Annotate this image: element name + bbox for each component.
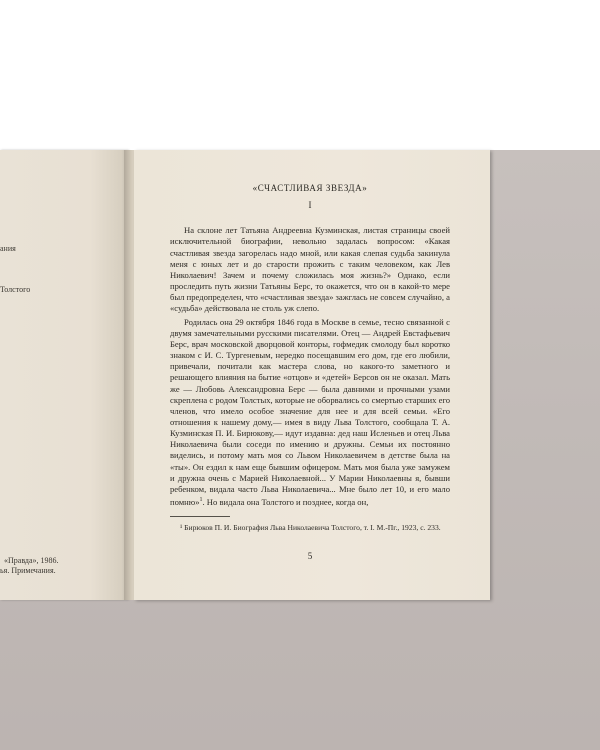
footnote-marker: 1 bbox=[199, 497, 203, 504]
footnote: ¹ Бирюков П. И. Биография Льва Николаевича Толстого, т. I. М.-Пг., 1923, с. 233. bbox=[180, 523, 441, 533]
paragraph: Родилась она 29 октября 1846 года в Москве в семье, тесно связанной с двумя замечательными русскими писателями. Отец — Андрей Евстафьевич Берс, врач московской дворцовой конторы, гофмедик смолоду был коротко знаком с И. С. Тургеневым, нередко посещавшим его дом, где его любили, привечали, почитали как мастера слова, но какого-то заметного и решающего влияния на бытие «отцов» и «детей» Берсов он не оказал. Мать же — Любовь Александровна Берс — была давними и прочными узами скреплена с родом Толстых, которые не оборвались со смертью старших его членов, что имело особое значение для нее и для всей семьи. «Его отношения к нашему дому,— имея в виду Льва Толстого, сообщала Т. А. Кузминская П. И. Бирюкову,— идут издавна: дед наш Исленьев и отец Льва Николаевича были соседи по имению и дружны. Семьи их постоянно виделись, и потому мать моя со Львом Николаевичем в детстве была на «ты». Он ездил к нам еще бывшим офицером. Мать моя была уже замужем и дружна очень с Марией Николаевной... У Марии Николаевны я, бывши ребенком, видала часто Льва Николаевича... Мне было лет 10, и его мало помню»$^1$. Но видала она Толстого и позднее, когда он, bbox=[170, 316, 450, 507]
left-page-fragment: ания bbox=[0, 244, 16, 253]
footnote-divider bbox=[170, 516, 230, 517]
page-number: 5 bbox=[307, 551, 313, 562]
page-text-block bbox=[170, 183, 450, 562]
chapter-number: I bbox=[308, 200, 312, 211]
paragraph: На склоне лет Татьяна Андреевна Кузминская, листая страницы своей исключительной биографии, невольно задалась вопросом: «Какая счастливая звезда загорелась надо мной, или какая слепая судьба закинула меня с юных лет и до старости прожить с таким человеком, как Лев Николаевич! Зачем и почему сложилась моя жизнь?» Однако, если проследить путь жизни Татьяны Берс, то окажется, что он в какой-то мере был предопределен, что «счастливая звезда» зажглась не совсем случайно, а «судьба» действовала не столь уж слепо. bbox=[170, 225, 450, 314]
left-page-fragment: Толстого bbox=[0, 285, 31, 294]
left-page bbox=[0, 150, 128, 600]
paragraph-text: Но видала она Толстого и позднее, когда он, bbox=[206, 496, 369, 507]
chapter-title: «СЧАСТЛИВАЯ ЗВЕЗДА» bbox=[252, 183, 368, 193]
paragraph-text: Родилась она 29 октября 1846 года в Москве в семье, тесно связанной с двумя замечательными русскими писателями. Отец — Андрей Евстафьевич Берс, врач московской дворцовой конторы, гофмедик смолоду был коротко знаком с И. С. Тургеневым, нередко посещавшим его дом, где его любили, привечали, почитали как мастера слова, но какого-то заметного и решающего влияния на бытие «отцов» и «детей» Берсов он не оказал. Мать же — Любовь Александровна Берс — была давними и прочными узами скреплена с родом Толстых, которые не оборвались со смертью старших его членов, что имело особое значение для нее и для всей семьи. «Его отношения к нашему дому,— имея в виду Льва Толстого, сообщала Т. А. Кузминская П. И. Бирюкову,— идут издавна: дед наш Исленьев и отец Льва Николаевича были соседи по имению и дружны. Семьи их постоянно виделись, и потому мать моя со Львом Николаевичем в детстве была на «ты». Он ездил к нам еще бывшим офицером. Мать моя была уже замужем и дружна очень с Марией Николаевной... У Марии Николаевны я, бывши ребенком, видала часто Льва Николаевича... Мне было лет 10, и его мало помню» bbox=[170, 316, 450, 507]
left-page-fragment: ья. Примечания. bbox=[0, 566, 56, 575]
left-page-fragment: «Правда», 1986. bbox=[4, 556, 59, 565]
